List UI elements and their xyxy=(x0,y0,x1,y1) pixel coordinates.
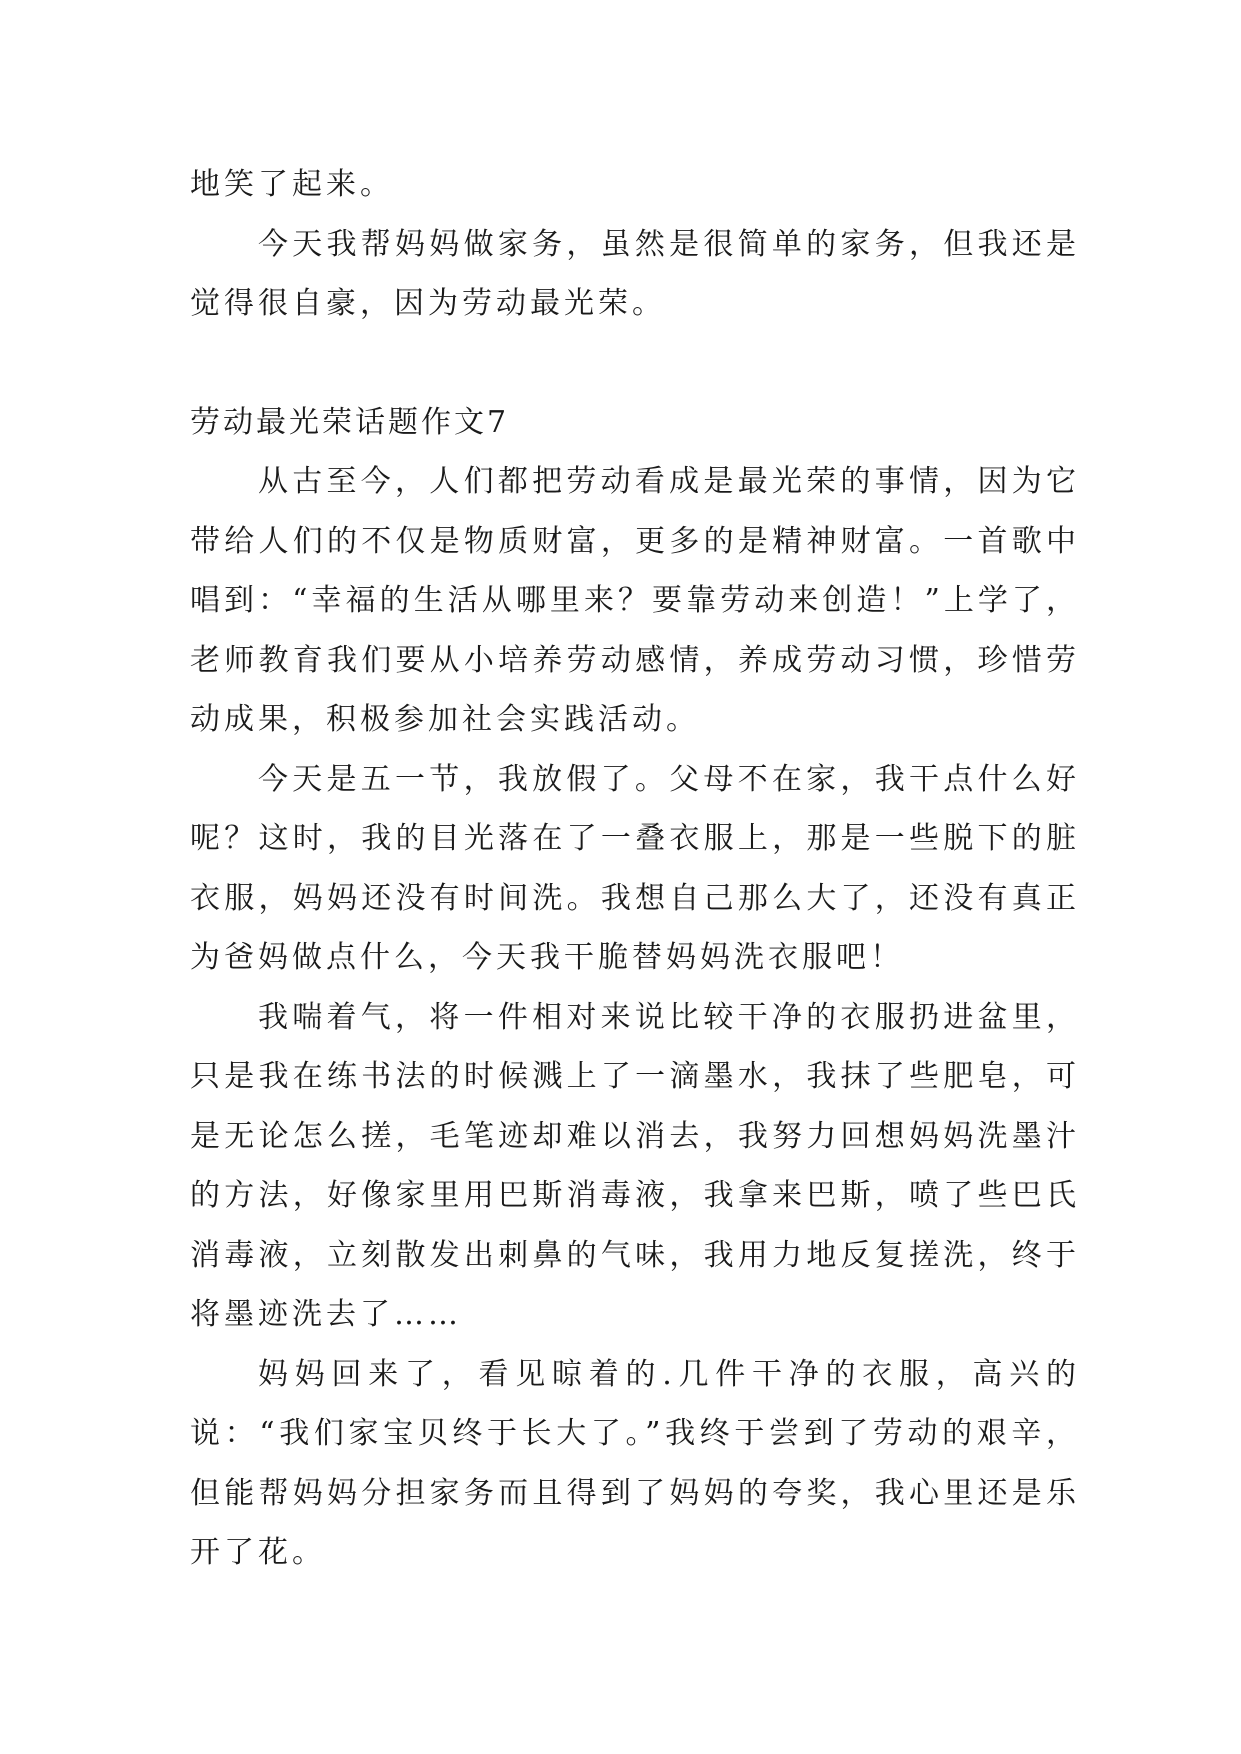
paragraph-continuation: 地笑了起来。 xyxy=(190,167,394,202)
essay-heading: 劳动最光荣话题作文7 xyxy=(190,404,510,440)
paragraph-ending: 妈妈回来了，看见晾着的.几件干净的衣服，高兴的说：“我们家宝贝终于长大了。”我终于尝到了劳动的艰辛，但能帮妈妈分担家务而且得到了妈妈的夸奖，我心里还是乐开了花。 xyxy=(190,1356,1080,1570)
paragraph-washing: 我喘着气，将一件相对来说比较干净的衣服扔进盆里，只是我在练书法的时候溅上了一滴墨水，我抹了些肥皂，可是无论怎么搓，毛笔迹却难以消去，我努力回想妈妈洗墨汁的方法，好像家里用巴斯消毒液，我拿来巴斯，喷了些巴氏消毒液，立刻散发出刺鼻的气味，我用力地反复搓洗，终于将墨迹洗去了…… xyxy=(190,999,1080,1332)
paragraph-holiday: 今天是五一节，我放假了。父母不在家，我干点什么好呢？这时，我的目光落在了一叠衣服上，那是一些脱下的脏衣服，妈妈还没有时间洗。我想自己那么大了，还没有真正为爸妈做点什么，今天我干脆替妈妈洗衣服吧！ xyxy=(190,761,1080,975)
document-body xyxy=(190,155,1080,1583)
paragraph-intro: 从古至今，人们都把劳动看成是最光荣的事情，因为它带给人们的不仅是物质财富，更多的是精神财富。一首歌中唱到：“幸福的生活从哪里来？要靠劳动来创造！”上学了，老师教育我们要从小培养劳动感情，养成劳动习惯，珍惜劳动成果，积极参加社会实践活动。 xyxy=(190,464,1080,737)
paragraph-conclusion: 今天我帮妈妈做家务，虽然是很简单的家务，但我还是觉得很自豪，因为劳动最光荣。 xyxy=(190,226,1080,321)
